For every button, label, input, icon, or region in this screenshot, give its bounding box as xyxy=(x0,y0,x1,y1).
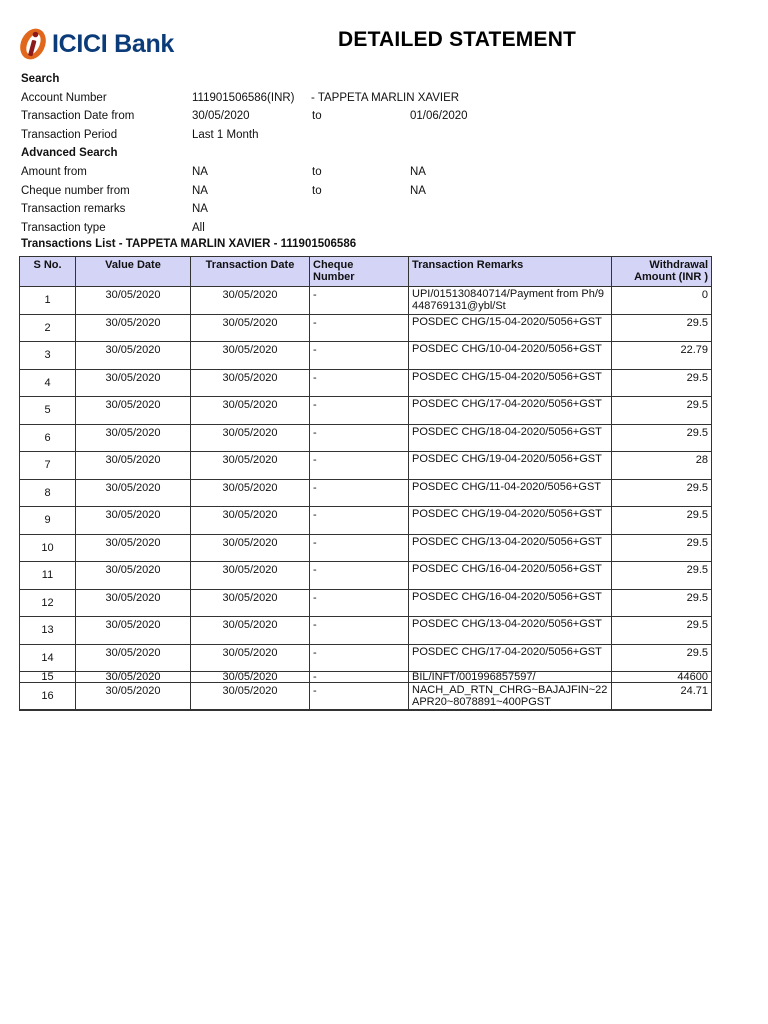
cell-value-date: 30/05/2020 xyxy=(76,507,191,535)
cell-amount: 29.5 xyxy=(612,424,712,452)
cell-remarks: POSDEC CHG/19-04-2020/5056+GST xyxy=(409,507,612,535)
cell-sno: 4 xyxy=(20,369,76,397)
cell-amount: 44600 xyxy=(612,672,712,683)
transactions-table xyxy=(19,256,712,711)
cell-txn-date: 30/05/2020 xyxy=(191,507,310,535)
col-header-amount xyxy=(612,257,712,287)
table-row xyxy=(20,617,712,645)
type-value: All xyxy=(192,221,205,234)
cell-txn-date: 30/05/2020 xyxy=(191,369,310,397)
cell-txn-date: 30/05/2020 xyxy=(191,342,310,370)
col-header-cheque-line2: Number xyxy=(313,271,355,283)
cell-remarks: POSDEC CHG/15-04-2020/5056+GST xyxy=(409,369,612,397)
cell-txn-date: 30/05/2020 xyxy=(191,644,310,672)
account-number-value: 111901506586(INR) xyxy=(192,91,295,104)
col-header-value-date: Value Date xyxy=(76,257,191,287)
table-row xyxy=(20,562,712,590)
cell-value-date: 30/05/2020 xyxy=(76,562,191,590)
cell-value-date: 30/05/2020 xyxy=(76,672,191,683)
cell-remarks: NACH_AD_RTN_CHRG~BAJAJFIN~22APR20~8078891~400PGST xyxy=(409,683,612,711)
cell-cheque: - xyxy=(310,314,409,342)
cell-amount: 29.5 xyxy=(612,397,712,425)
cheque-to-value: NA xyxy=(410,184,426,197)
cell-remarks: POSDEC CHG/19-04-2020/5056+GST xyxy=(409,452,612,480)
cell-sno: 15 xyxy=(20,672,76,683)
cell-txn-date: 30/05/2020 xyxy=(191,287,310,315)
cell-sno: 7 xyxy=(20,452,76,480)
cell-cheque: - xyxy=(310,683,409,711)
cell-amount: 28 xyxy=(612,452,712,480)
cell-remarks: POSDEC CHG/16-04-2020/5056+GST xyxy=(409,562,612,590)
cell-sno: 9 xyxy=(20,507,76,535)
table-row xyxy=(20,589,712,617)
cell-value-date: 30/05/2020 xyxy=(76,644,191,672)
cell-value-date: 30/05/2020 xyxy=(76,424,191,452)
table-row xyxy=(20,424,712,452)
cell-txn-date: 30/05/2020 xyxy=(191,589,310,617)
cell-remarks: POSDEC CHG/11-04-2020/5056+GST xyxy=(409,479,612,507)
cell-txn-date: 30/05/2020 xyxy=(191,534,310,562)
cell-sno: 13 xyxy=(20,617,76,645)
period-label: Transaction Period xyxy=(21,128,118,141)
cell-amount: 29.5 xyxy=(612,617,712,645)
col-header-cheque-line1: Cheque xyxy=(313,259,354,271)
cell-txn-date: 30/05/2020 xyxy=(191,617,310,645)
icici-swirl-icon xyxy=(18,25,48,63)
date-to-label: to xyxy=(312,110,322,123)
cell-remarks: BIL/INFT/001996857597/ xyxy=(409,672,612,683)
table-row xyxy=(20,314,712,342)
cell-sno: 11 xyxy=(20,562,76,590)
cell-sno: 14 xyxy=(20,644,76,672)
cell-value-date: 30/05/2020 xyxy=(76,534,191,562)
col-header-remarks: Transaction Remarks xyxy=(409,257,612,287)
account-holder-name: - TAPPETA MARLIN XAVIER xyxy=(311,91,460,104)
cell-txn-date: 30/05/2020 xyxy=(191,397,310,425)
cell-value-date: 30/05/2020 xyxy=(76,452,191,480)
cell-amount: 29.5 xyxy=(612,644,712,672)
cell-amount: 29.5 xyxy=(612,479,712,507)
cell-cheque: - xyxy=(310,562,409,590)
col-header-cheque xyxy=(310,257,409,287)
cell-sno: 3 xyxy=(20,342,76,370)
amount-from-value: NA xyxy=(192,165,208,178)
cell-value-date: 30/05/2020 xyxy=(76,589,191,617)
cell-sno: 1 xyxy=(20,287,76,315)
type-label: Transaction type xyxy=(21,221,106,234)
cell-cheque: - xyxy=(310,507,409,535)
amount-from-label: Amount from xyxy=(21,165,87,178)
cell-remarks: POSDEC CHG/13-04-2020/5056+GST xyxy=(409,617,612,645)
cell-amount: 29.5 xyxy=(612,562,712,590)
table-row xyxy=(20,369,712,397)
cell-value-date: 30/05/2020 xyxy=(76,397,191,425)
cell-cheque: - xyxy=(310,589,409,617)
cell-cheque: - xyxy=(310,534,409,562)
transactions-list-title: Transactions List - TAPPETA MARLIN XAVIER - 111901506586 xyxy=(21,238,357,250)
cell-sno: 6 xyxy=(20,424,76,452)
cell-cheque: - xyxy=(310,397,409,425)
date-from-label: Transaction Date from xyxy=(21,110,135,123)
cell-txn-date: 30/05/2020 xyxy=(191,452,310,480)
cell-sno: 2 xyxy=(20,314,76,342)
cell-cheque: - xyxy=(310,369,409,397)
cell-amount: 29.5 xyxy=(612,589,712,617)
table-row xyxy=(20,672,712,683)
cell-amount: 29.5 xyxy=(612,369,712,397)
table-row xyxy=(20,452,712,480)
table-row xyxy=(20,342,712,370)
cell-value-date: 30/05/2020 xyxy=(76,314,191,342)
table-row xyxy=(20,534,712,562)
page-title: DETAILED STATEMENT xyxy=(338,28,577,51)
cell-cheque: - xyxy=(310,452,409,480)
cell-cheque: - xyxy=(310,617,409,645)
period-value: Last 1 Month xyxy=(192,128,259,141)
table-row xyxy=(20,644,712,672)
cell-cheque: - xyxy=(310,479,409,507)
cell-value-date: 30/05/2020 xyxy=(76,369,191,397)
col-header-txn-date: Transaction Date xyxy=(191,257,310,287)
table-header-row xyxy=(20,257,712,287)
account-number-label: Account Number xyxy=(21,91,107,104)
logo-text: ICICI Bank xyxy=(52,29,175,58)
cell-remarks: POSDEC CHG/15-04-2020/5056+GST xyxy=(409,314,612,342)
cell-value-date: 30/05/2020 xyxy=(76,287,191,315)
cell-remarks: UPI/015130840714/Payment from Ph/9448769131@ybl/St xyxy=(409,287,612,315)
cheque-from-value: NA xyxy=(192,184,208,197)
cell-remarks: POSDEC CHG/18-04-2020/5056+GST xyxy=(409,424,612,452)
cell-txn-date: 30/05/2020 xyxy=(191,314,310,342)
cheque-from-label: Cheque number from xyxy=(21,184,130,197)
cell-remarks: POSDEC CHG/10-04-2020/5056+GST xyxy=(409,342,612,370)
bank-logo xyxy=(18,24,174,64)
amount-to-value: NA xyxy=(410,165,426,178)
cell-value-date: 30/05/2020 xyxy=(76,342,191,370)
cell-amount: 0 xyxy=(612,287,712,315)
cell-amount: 29.5 xyxy=(612,507,712,535)
cell-sno: 5 xyxy=(20,397,76,425)
cell-value-date: 30/05/2020 xyxy=(76,683,191,711)
cell-cheque: - xyxy=(310,644,409,672)
cell-value-date: 30/05/2020 xyxy=(76,617,191,645)
cell-sno: 8 xyxy=(20,479,76,507)
cell-amount: 29.5 xyxy=(612,314,712,342)
cell-cheque: - xyxy=(310,342,409,370)
cell-cheque: - xyxy=(310,424,409,452)
cell-sno: 10 xyxy=(20,534,76,562)
table-row xyxy=(20,287,712,315)
cell-amount: 24.71 xyxy=(612,683,712,711)
col-header-amount-line1: Withdrawal xyxy=(649,259,708,271)
cell-txn-date: 30/05/2020 xyxy=(191,672,310,683)
cell-cheque: - xyxy=(310,672,409,683)
cell-txn-date: 30/05/2020 xyxy=(191,562,310,590)
table-row xyxy=(20,507,712,535)
cell-txn-date: 30/05/2020 xyxy=(191,683,310,711)
cell-txn-date: 30/05/2020 xyxy=(191,424,310,452)
cell-cheque: - xyxy=(310,287,409,315)
cell-value-date: 30/05/2020 xyxy=(76,479,191,507)
cheque-to-label: to xyxy=(312,184,322,197)
cell-amount: 22.79 xyxy=(612,342,712,370)
table-row xyxy=(20,397,712,425)
remarks-value: NA xyxy=(192,203,208,216)
remarks-label: Transaction remarks xyxy=(21,203,126,216)
cell-remarks: POSDEC CHG/17-04-2020/5056+GST xyxy=(409,397,612,425)
date-to-value: 01/06/2020 xyxy=(410,110,468,123)
search-heading: Search xyxy=(21,73,60,85)
cell-sno: 12 xyxy=(20,589,76,617)
search-criteria xyxy=(21,70,521,237)
cell-remarks: POSDEC CHG/16-04-2020/5056+GST xyxy=(409,589,612,617)
table-row xyxy=(20,479,712,507)
col-header-sno: S No. xyxy=(20,257,76,287)
cell-remarks: POSDEC CHG/17-04-2020/5056+GST xyxy=(409,644,612,672)
date-from-value: 30/05/2020 xyxy=(192,110,250,123)
advanced-search-heading: Advanced Search xyxy=(21,147,118,160)
amount-to-label: to xyxy=(312,165,322,178)
cell-amount: 29.5 xyxy=(612,534,712,562)
table-row xyxy=(20,683,712,711)
col-header-amount-line2: Amount (INR ) xyxy=(634,271,708,283)
cell-txn-date: 30/05/2020 xyxy=(191,479,310,507)
cell-sno: 16 xyxy=(20,683,76,711)
cell-remarks: POSDEC CHG/13-04-2020/5056+GST xyxy=(409,534,612,562)
